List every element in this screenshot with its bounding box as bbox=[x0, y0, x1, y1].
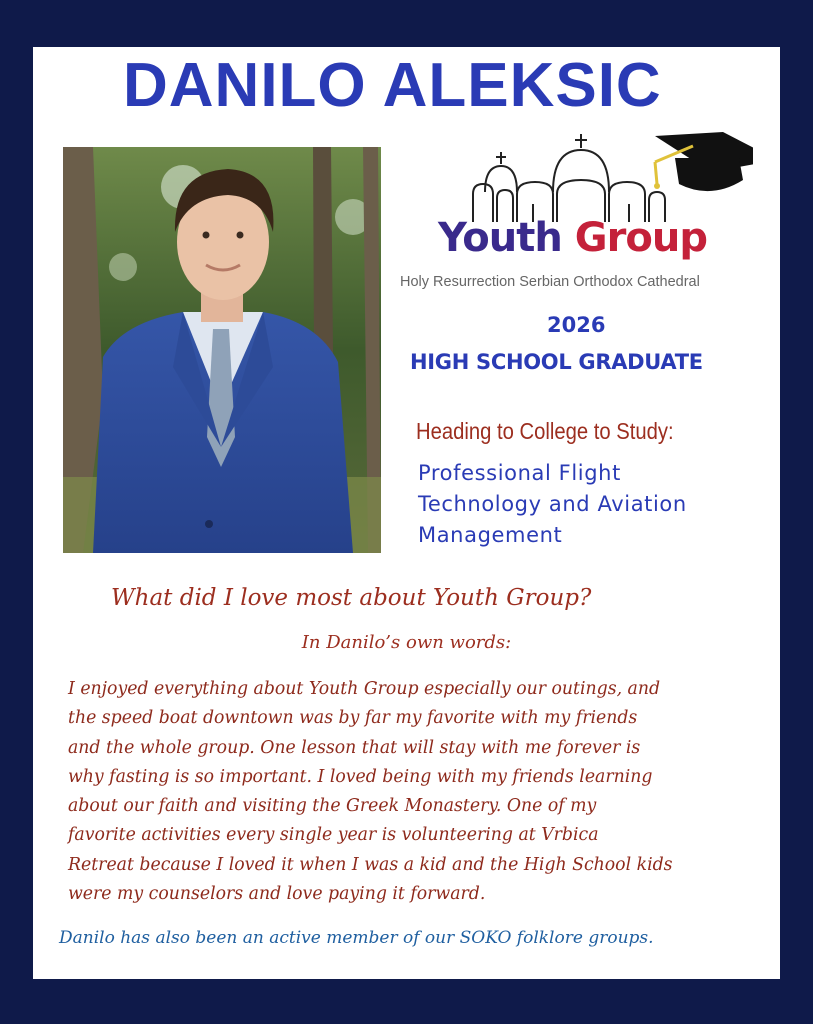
quote-line: were my counselors and love paying it forward. bbox=[68, 884, 486, 905]
quote-line: I enjoyed everything about Youth Group especially our outings, and bbox=[68, 679, 661, 699]
graduation-cap-icon bbox=[654, 132, 753, 191]
study-line: Professional Flight bbox=[418, 461, 621, 485]
graduation-label: HIGH SCHOOL GRADUATE bbox=[410, 350, 703, 374]
cathedral-name: Holy Resurrection Serbian Orthodox Cathedral bbox=[400, 274, 700, 290]
own-words-label: In Danilo’s own words: bbox=[301, 632, 512, 653]
college-heading: Heading to College to Study: bbox=[416, 418, 674, 444]
graduate-name: DANILO ALEKSIC bbox=[123, 51, 662, 120]
question-heading: What did I love most about Youth Group? bbox=[111, 585, 592, 611]
testimonial-quote bbox=[68, 675, 768, 909]
study-line: Technology and Aviation bbox=[418, 492, 687, 516]
quote-line: about our faith and visiting the Greek Monastery. One of my bbox=[68, 796, 597, 817]
field-of-study bbox=[418, 458, 687, 551]
soko-folklore-note: Danilo has also been an active member of our SOKO folklore groups. bbox=[59, 928, 654, 948]
quote-line: favorite activities every single year is volunteering at Vrbica bbox=[68, 825, 599, 846]
quote-line: and the whole group. One lesson that will stay with me forever is bbox=[68, 737, 641, 758]
youth-group-logo bbox=[393, 122, 753, 312]
quote-line: Retreat because I loved it when I was a kid and the High School kids bbox=[68, 854, 673, 875]
logo-group-word: Group bbox=[574, 215, 707, 261]
quote-line: why fasting is so important. I loved being with my friends learning bbox=[68, 766, 653, 787]
youth-group-title bbox=[438, 215, 707, 261]
logo-youth-word: Youth bbox=[438, 215, 562, 261]
graduate-card bbox=[33, 47, 780, 979]
graduation-year: 2026 bbox=[547, 313, 606, 337]
graduate-photo bbox=[63, 147, 381, 553]
study-line: Management bbox=[418, 523, 563, 547]
quote-line: the speed boat downtown was by far my favorite with my friends bbox=[68, 708, 638, 729]
cathedral-domes-icon bbox=[473, 134, 665, 222]
